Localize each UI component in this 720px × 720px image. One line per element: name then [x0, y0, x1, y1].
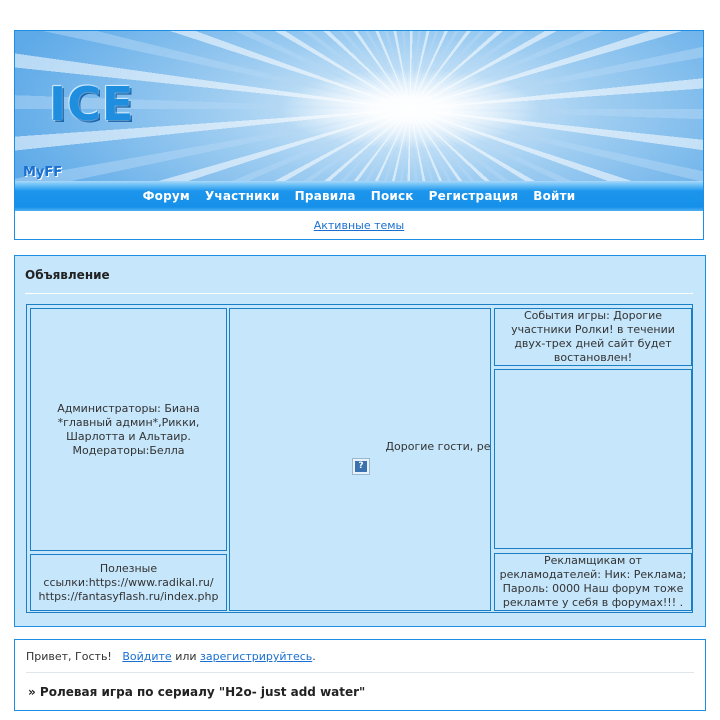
announcement-panel [14, 255, 706, 627]
active-topics-link[interactable]: Активные темы [313, 218, 405, 232]
announcement-table [26, 304, 693, 613]
divider [25, 293, 693, 294]
nav-search[interactable]: Поиск [370, 189, 414, 203]
useful-links-cell [30, 554, 227, 611]
guests-text: Дорогие гости, ре [385, 440, 491, 453]
announcement-title: Объявление [25, 268, 110, 282]
forum-logo[interactable]: ICE [49, 77, 135, 131]
forum-title: » Ролевая игра по сериалу "H2o- just add water" [28, 685, 366, 699]
register-link[interactable]: зарегистрируйтесь [200, 650, 313, 663]
main-navigation [15, 181, 703, 211]
broken-image-icon: ? [352, 458, 370, 475]
empty-cell [494, 369, 692, 549]
period-text: . [312, 650, 316, 663]
header-banner [15, 31, 703, 181]
ads-cell [494, 553, 692, 611]
divider [26, 672, 694, 673]
ads-text: Рекламщикам от рекламодателей: Ник: Реклама; Пароль: 0000 Наш форум тоже рекламте у себя в форумах!!! . [499, 554, 687, 609]
sub-navigation [15, 211, 703, 239]
nav-list [15, 181, 703, 211]
greeting-text: Привет, Гость! [26, 650, 112, 663]
events-text: События игры: Дорогие участники Ролки! в течении двух-трех дней сайт будет востановлен! [511, 309, 675, 364]
events-cell [494, 308, 692, 366]
nav-rules[interactable]: Правила [294, 189, 356, 203]
forum-header [14, 30, 704, 240]
admins-cell [30, 308, 227, 551]
useful-links-text: Полезные ссылки:https://www.radikal.ru/ https://fantasyflash.ru/index.php [38, 561, 219, 603]
nav-login[interactable]: Войти [533, 189, 576, 203]
guests-cell [229, 308, 491, 611]
greeting-line [26, 650, 316, 663]
admins-text: Администраторы: Биана *главный админ*,Рикки, Шарлотта и Альтаир. Модераторы:Белла [57, 401, 200, 457]
login-link[interactable]: Войдите [122, 650, 172, 663]
nav-forum[interactable]: Форум [142, 189, 190, 203]
brand-logo[interactable]: MyFF [23, 165, 63, 180]
nav-register[interactable]: Регистрация [428, 189, 519, 203]
welcome-panel [14, 639, 706, 711]
nav-members[interactable]: Участники [204, 189, 280, 203]
or-text: или [175, 650, 197, 663]
